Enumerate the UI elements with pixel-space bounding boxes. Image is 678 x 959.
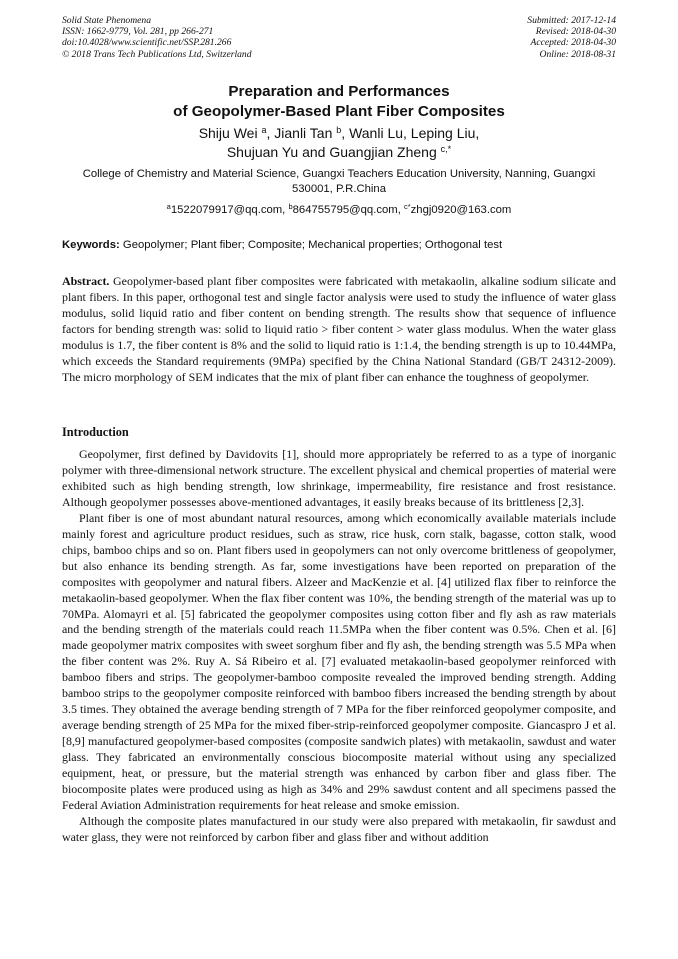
- revised-date: Revised: 2018-04-30: [535, 26, 616, 38]
- journal-info: [62, 15, 252, 60]
- keywords-label: Keywords:: [62, 239, 120, 251]
- author-affil-mark: b: [336, 125, 342, 135]
- author-emails: [0, 203, 678, 218]
- email-address: zhgj0920@163.com: [410, 204, 512, 216]
- abstract: [62, 274, 616, 386]
- affiliation: College of Chemistry and Material Science, Guangxi Teachers Education University, Nanning, Guangxi 530001, P.R.China: [82, 168, 596, 195]
- online-date: Online: 2018-08-31: [539, 48, 616, 60]
- author-list: [0, 124, 678, 162]
- email-address: 1522079917@qq.com,: [170, 204, 289, 216]
- copyright-line: © 2018 Trans Tech Publications Ltd, Switzerland: [62, 48, 252, 60]
- paragraph: Geopolymer, first defined by Davidovits [1], should more appropriately be referred to as a type of inorganic polymer with three-dimensional network structure. The excellent physical and chemical properties of material were exhibited such as high bending strength, low shrinkage, impermeability, fire resistance and frost resistance. Although geopolymer possesses above-mentioned advantages, it easily breaks because of its brittleness [2,3].: [62, 447, 616, 509]
- keywords-text: Geopolymer; Plant fiber; Composite; Mechanical properties; Orthogonal test: [119, 239, 503, 251]
- title-line-2: of Geopolymer-Based Plant Fiber Composites: [173, 103, 505, 120]
- keywords: [62, 238, 616, 253]
- journal-name: Solid State Phenomena: [62, 15, 151, 26]
- submitted-date: Submitted: 2017-12-14: [527, 15, 616, 26]
- author-name: Jianli Tan: [274, 125, 333, 141]
- doi-line: doi:10.4028/www.scientific.net/SSP.281.266: [62, 37, 232, 49]
- section-heading-introduction: Introduction: [62, 425, 129, 439]
- email-mark: a: [166, 202, 171, 211]
- paper-title: [0, 82, 678, 122]
- author-name: Shiju Wei: [198, 125, 258, 141]
- publication-dates: [527, 15, 616, 60]
- accepted-date: Accepted: 2018-04-30: [530, 37, 616, 49]
- paragraph: Plant fiber is one of most abundant natural resources, among which economically available materials include mainly forest and agriculture product residues, such as straw, rice husk, corn stalk, bagasse, cotton stalk, wood chips, bamboo chips and so on. Plant fibers used in geopolymers can not only overcome brittleness of geopolymer, but also enhance its bending strength. As far, some investigations have been reported on preparation of the composites with geopolymer and natural fibers. Alzeer and MacKenzie et al. [4] utilized flax fiber to reinforce the metakaolin-based geopolymer. When the flax fiber content was 10%, the bending strength of the material was up to 70MPa. Alomayri et al. [5] fabricated the geopolymer composites using cotton fiber and fly ash as raw materials and the bending strength of the materials could reach 11.5MPa when the fiber content was 0.5%. Chen et al. [6] made geopolymer matrix composites with sweet sorghum fiber and fly ash, the bending strength was 5.5 MPa when the fiber content was 2%. Ruy A. Sá Ribeiro et al. [7] evaluated metakaolin-based geopolymer reinforced with bamboo fibers and strips. The geopolymer-bamboo composite revealed the improved bending strength. Adding bamboo strips to the geopolymer composite reinforced with bamboo fibers increased the bending strength by about 3.5 times. They obtained the average bending strength of 7 MPa for the fiber reinforced geopolymer composite, and average bending strength of 25 MPa for the mixed fiber-strip-reinforced geopolymer composite. Giancaspro J et al. [8,9] manufactured geopolymer-based composites (composite sandwich plates) with metakaolin, sawdust and water glass. They fabricated an environmentally conscious biocomposite material without using any specialized equipment, heat, or pressure, but the material strength was enhanced by carbon fiber and glass fiber. The biocomposite plates were produced using as high as 34% and 29% sawdust content and all specimens passed the Federal Aviation Administration requirements for heat release and smoke emission.: [62, 510, 616, 812]
- author-names: Shujuan Yu and Guangjian Zheng: [226, 144, 437, 160]
- abstract-text: Geopolymer-based plant fiber composites were fabricated with metakaolin, alkaline sodium silicate and plant fibers. In this paper, orthogonal test and single factor analysis were used to study the influence of water glass modulus, solid liquid ratio and fiber content on bending strength. The results show that sequence of influence factors for bending strength was: solid to liquid ratio > fiber content > water glass modulus. When the water glass modulus is 1.7, the fiber content is 8% and the solid to liquid ratio is 1:1.4, the bending strength is up to 10.44MPa, which exceeds the Standard requirements (9MPa) specified by the China National Standard (GB/T 24312-2009). The micro morphology of SEM indicates that the mix of plant fiber can enhance the toughness of geopolymer.: [62, 274, 616, 384]
- author-names-rest: , Wanli Lu, Leping Liu,: [341, 125, 480, 141]
- paragraph: Although the composite plates manufactured in our study were also prepared with metakaolin, fir sawdust and water glass, they were not reinforced by carbon fiber and glass fiber and without addition: [62, 813, 616, 844]
- email-address: 864755795@qq.com,: [292, 204, 404, 216]
- email-mark: c*: [403, 202, 411, 211]
- email-mark: b: [288, 202, 293, 211]
- author-affil-mark: c,*: [440, 144, 452, 154]
- title-line-1: Preparation and Performances: [228, 83, 450, 100]
- author-affil-mark: a: [261, 125, 267, 135]
- introduction-body: [62, 447, 616, 846]
- author-separator: ,: [266, 125, 275, 141]
- issn-line: ISSN: 1662-9779, Vol. 281, pp 266-271: [62, 26, 214, 38]
- author-line-1: [0, 124, 678, 143]
- abstract-label: Abstract.: [62, 274, 110, 288]
- author-line-2: [0, 143, 678, 162]
- abstract-paragraph: [62, 274, 616, 386]
